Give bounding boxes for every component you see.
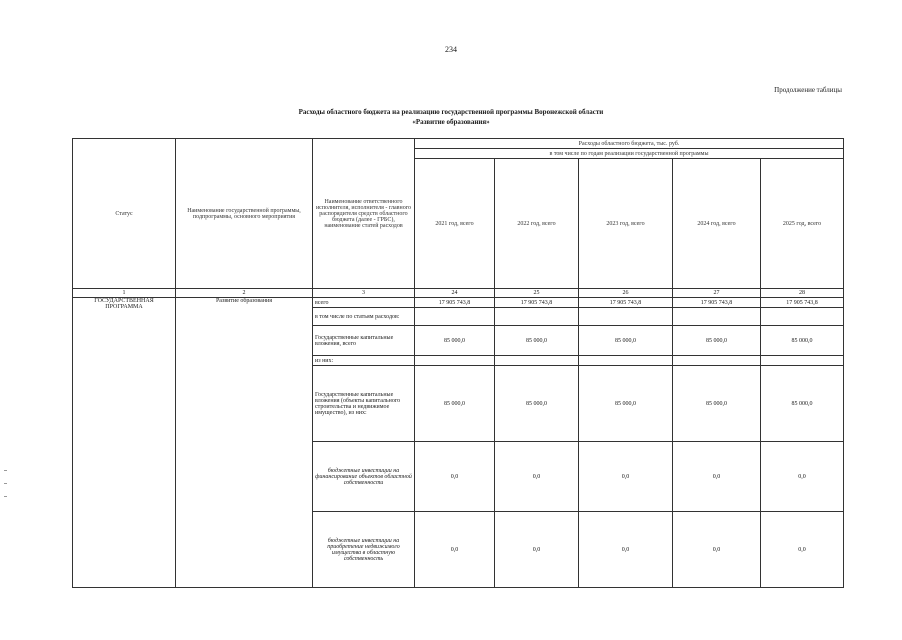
row-value: 0,0 bbox=[415, 442, 495, 512]
column-number: 27 bbox=[673, 289, 761, 298]
row-value: 17 905 743,8 bbox=[761, 298, 844, 308]
row-value: 0,0 bbox=[495, 442, 579, 512]
row-label: Государственные капитальные вложения (объекты капитального строительства и недвижимое имущество), из них: bbox=[313, 366, 415, 442]
column-number: 28 bbox=[761, 289, 844, 298]
row-value bbox=[579, 356, 673, 366]
column-number: 2 bbox=[176, 289, 313, 298]
row-label: из них: bbox=[313, 356, 415, 366]
row-value: 85 000,0 bbox=[495, 366, 579, 442]
row-label: всего bbox=[313, 298, 415, 308]
status-cell: ГОСУДАРСТВЕННАЯ ПРОГРАММА bbox=[73, 298, 176, 588]
row-label: бюджетные инвестиции на финансирование объектов областной собственности bbox=[313, 442, 415, 512]
row-value bbox=[761, 356, 844, 366]
table-title-line2: «Развитие образования» bbox=[412, 118, 490, 126]
column-number: 24 bbox=[415, 289, 495, 298]
continuation-label: Продолжение таблицы bbox=[774, 86, 842, 94]
row-value: 0,0 bbox=[415, 512, 495, 588]
row-value bbox=[673, 356, 761, 366]
page-number: 234 bbox=[445, 45, 457, 54]
row-value bbox=[415, 356, 495, 366]
row-value: 85 000,0 bbox=[673, 366, 761, 442]
header-year-2025: 2025 год, всего bbox=[761, 159, 844, 289]
row-value: 85 000,0 bbox=[761, 366, 844, 442]
header-expenses: Расходы областного бюджета, тыс. руб. bbox=[415, 139, 844, 149]
row-value bbox=[761, 308, 844, 326]
row-label: в том числе по статьям расходов: bbox=[313, 308, 415, 326]
row-value: 85 000,0 bbox=[415, 326, 495, 356]
row-value: 85 000,0 bbox=[415, 366, 495, 442]
row-value: 85 000,0 bbox=[579, 366, 673, 442]
row-value bbox=[579, 308, 673, 326]
row-value: 85 000,0 bbox=[495, 326, 579, 356]
header-year-2022: 2022 год, всего bbox=[495, 159, 579, 289]
row-value: 0,0 bbox=[495, 512, 579, 588]
column-number-row bbox=[73, 289, 844, 298]
column-number: 26 bbox=[579, 289, 673, 298]
table-row bbox=[73, 298, 844, 308]
column-number: 3 bbox=[313, 289, 415, 298]
row-label: бюджетные инвестиции на приобретение недвижимого имущества в областную собственность bbox=[313, 512, 415, 588]
table-title bbox=[0, 107, 902, 127]
header-year-2021: 2021 год, всего bbox=[415, 159, 495, 289]
scan-edge-marks bbox=[4, 470, 8, 530]
row-value: 85 000,0 bbox=[673, 326, 761, 356]
row-value bbox=[495, 308, 579, 326]
row-value: 17 905 743,8 bbox=[673, 298, 761, 308]
row-label: Государственные капитальные вложения, всего bbox=[313, 326, 415, 356]
row-value: 0,0 bbox=[761, 442, 844, 512]
row-value: 0,0 bbox=[673, 442, 761, 512]
table-title-line1: Расходы областного бюджета на реализацию государственной программы Воронежской области bbox=[298, 108, 604, 116]
row-value bbox=[673, 308, 761, 326]
row-value: 0,0 bbox=[579, 512, 673, 588]
header-year-2024: 2024 год, всего bbox=[673, 159, 761, 289]
header-year-2023: 2023 год, всего bbox=[579, 159, 673, 289]
row-value bbox=[415, 308, 495, 326]
row-value: 17 905 743,8 bbox=[415, 298, 495, 308]
row-value: 0,0 bbox=[761, 512, 844, 588]
row-value: 85 000,0 bbox=[579, 326, 673, 356]
header-executor: Наименование ответственного исполнителя, исполнителя - главного распорядителя средств областного бюджета (далее - ГРБС), наименование статей расходов bbox=[313, 139, 415, 289]
header-status: Статус bbox=[73, 139, 176, 289]
header-by-years: в том числе по годам реализации государственной программы bbox=[415, 149, 844, 159]
expenses-table bbox=[72, 138, 844, 588]
column-number: 25 bbox=[495, 289, 579, 298]
row-value: 17 905 743,8 bbox=[579, 298, 673, 308]
row-value bbox=[495, 356, 579, 366]
header-program-name: Наименование государственной программы, подпрограммы, основного мероприятия bbox=[176, 139, 313, 289]
row-value: 17 905 743,8 bbox=[495, 298, 579, 308]
row-value: 85 000,0 bbox=[761, 326, 844, 356]
program-name-cell: Развитие образования bbox=[176, 298, 313, 588]
row-value: 0,0 bbox=[673, 512, 761, 588]
row-value: 0,0 bbox=[579, 442, 673, 512]
column-number: 1 bbox=[73, 289, 176, 298]
